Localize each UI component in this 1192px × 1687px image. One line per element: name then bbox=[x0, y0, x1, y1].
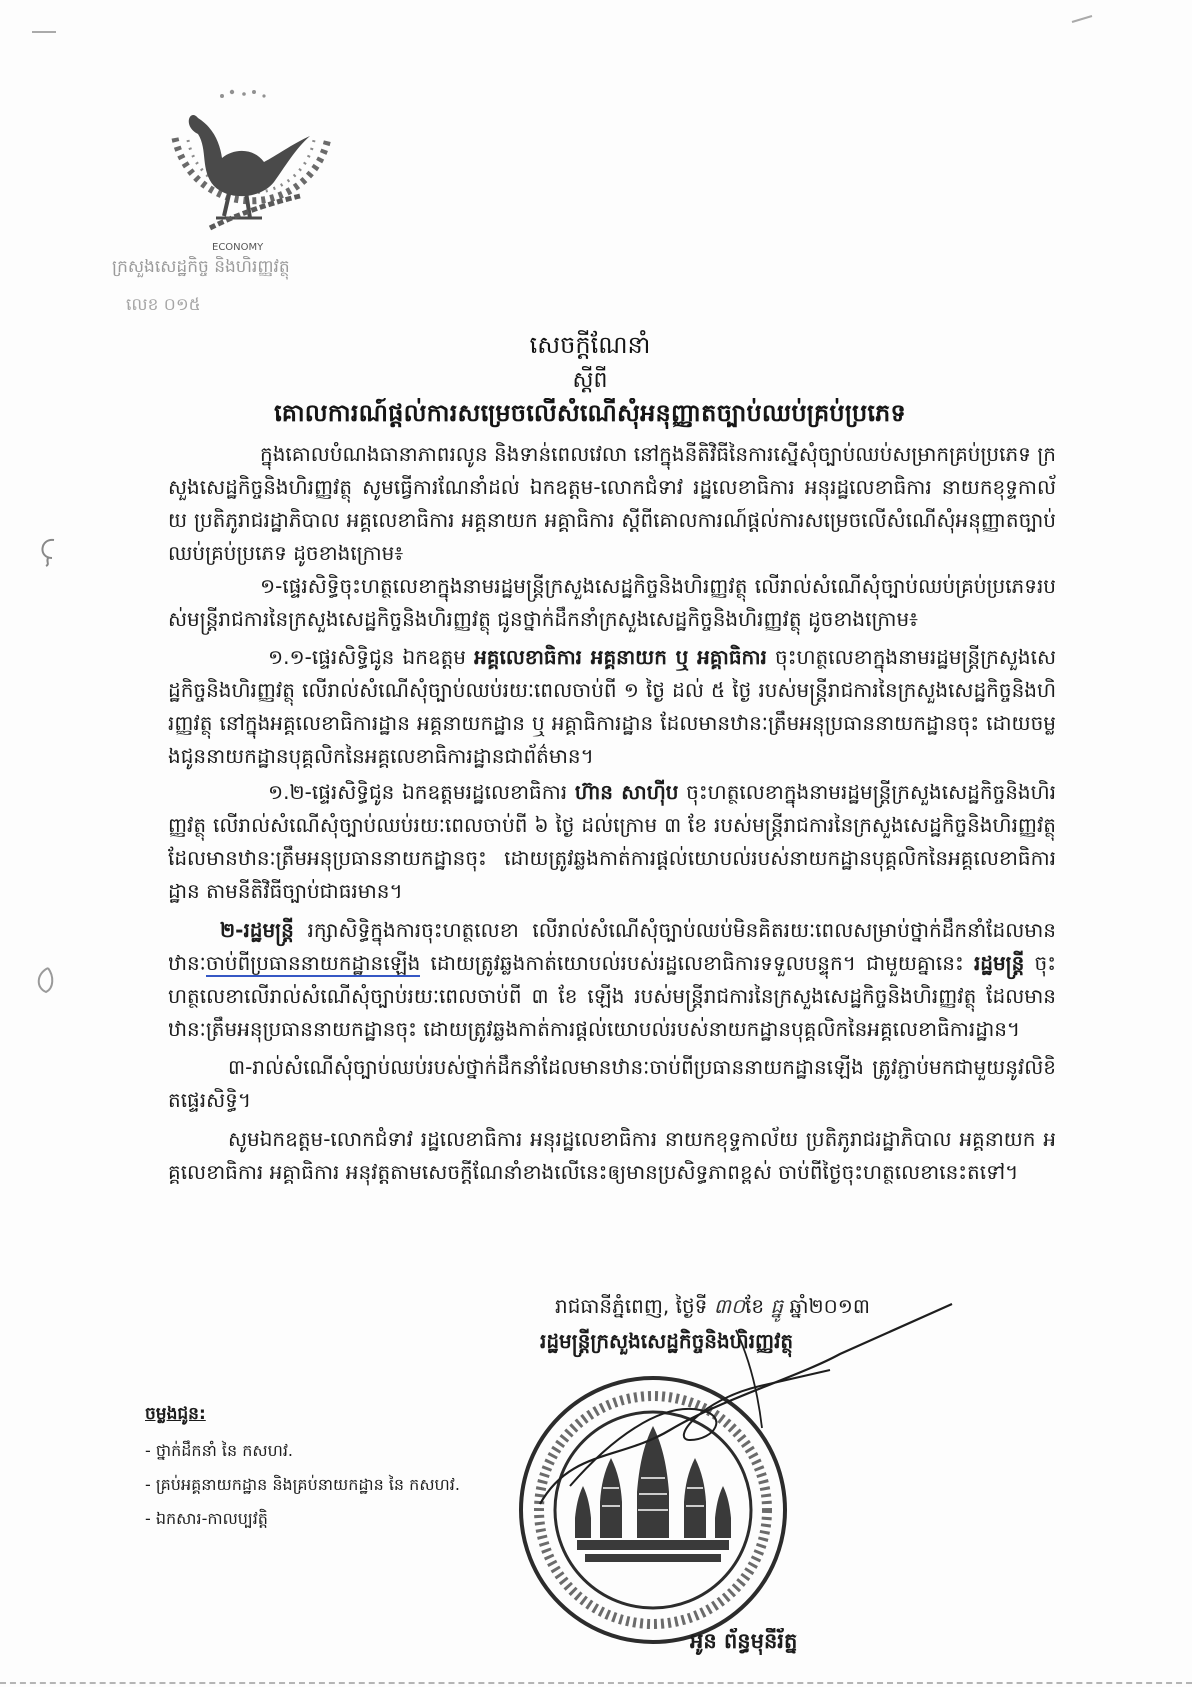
signatory-name: អូន ព័ន្ធមុនីរ័ត្ន bbox=[690, 1629, 798, 1653]
clause-1-1-officials: អគ្គលេខាធិការ អគ្គនាយក ឬ អគ្គាធិការ bbox=[474, 645, 767, 669]
document-body bbox=[168, 438, 1056, 1294]
clause-2-minister: រដ្ឋមន្ត្រី bbox=[973, 951, 1025, 975]
margin-pen-mark bbox=[26, 960, 66, 1000]
copy-to-heading: ចម្លងជូន: bbox=[145, 1404, 206, 1424]
clause-2-text-a: រក្សាសិទ្ធិក្នុងការចុះហត្ថលេខា លើរាល់សំណើសុំច្បាប់ឈប់មិនគិតរយៈពេលសម្រាប់ថ្នាក់ដឹកនាំដែលមានឋានៈ bbox=[168, 918, 1056, 975]
clause-2-text-c: ចុះហត្ថលេខាលើរាល់សំណើសុំច្បាប់រយៈពេលចាប់ពី ៣ ខែ ឡើង របស់មន្ត្រីរាជការនៃក្រសួងសេដ្ឋកិច្ចនិងហិរញ្ញវត្ថុ ដែលមានឋានៈត្រឹមអនុប្រធាននាយកដ្ឋានចុះ ដោយត្រូវឆ្លងកាត់ការផ្តល់យោបល់របស់នាយកដ្ឋានបុគ្គលិកនៃអគ្គលេខាធិការដ្ឋាន។ bbox=[168, 951, 1056, 1041]
month-label: ខែ bbox=[744, 1294, 771, 1318]
document-subject-title: គោលការណ៍ផ្តល់ការសម្រេចលើសំណើសុំអនុញ្ញាតច្បាប់ឈប់គ្រប់ប្រភេទ bbox=[274, 399, 906, 427]
clause-1-1 bbox=[168, 641, 1056, 773]
copy-to-item: - ឯកសារ-កាលប្បវត្តិ bbox=[145, 1509, 268, 1528]
scan-bottom-edge bbox=[0, 1682, 1192, 1684]
title-about: ស្តីពី bbox=[572, 368, 608, 393]
clause-1-2-text: ចុះហត្ថលេខាក្នុងនាមរដ្ឋមន្ត្រីក្រសួងសេដ្ឋកិច្ចនិងហិរញ្ញវត្ថុ លើរាល់សំណើសុំច្បាប់ឈប់រយៈពេលចាប់ពី ៦ ថ្ងៃ ដល់ក្រោម ៣ ខែ របស់មន្ត្រីរាជការនៃក្រសួងសេដ្ឋកិច្ចនិងហិរញ្ញវត្ថុ ដែលមានឋានៈត្រឹមអនុប្រធាននាយកដ្ឋានចុះ ដោយត្រូវឆ្លងកាត់ការផ្តល់យោបល់របស់នាយកដ្ឋានបុគ្គលិកនៃអគ្គលេខាធិការដ្ឋាន តាមនីតិវិធីច្បាប់ជាធរមាន។ bbox=[168, 780, 1056, 903]
reference-number: លេខ ០១៥ bbox=[126, 295, 201, 315]
copy-to-item: - គ្រប់អគ្គនាយកដ្ឋាន និងគ្រប់នាយកដ្ឋាន នៃ កសហវ. bbox=[145, 1475, 460, 1494]
clause-1-1-lead: ១.១-ផ្ទេរសិទ្ធិជូន ឯកឧត្តម bbox=[268, 645, 475, 669]
ministry-name-faded: ក្រសួងសេដ្ឋកិច្ច និងហិរញ្ញវត្ថុ bbox=[112, 257, 290, 277]
handwritten-month: ធ្នូ bbox=[770, 1294, 784, 1318]
scan-artifact-mark bbox=[1068, 8, 1098, 28]
clause-1-2-delegate-name: ហ៊ាន សាហ៊ីប bbox=[574, 780, 679, 804]
clause-1-1-text: ចុះហត្ថលេខាក្នុងនាមរដ្ឋមន្ត្រីក្រសួងសេដ្ឋកិច្ចនិងហិរញ្ញវត្ថុ លើរាល់សំណើសុំច្បាប់ឈប់រយៈពេលចាប់ពី ១ ថ្ងៃ ដល់ ៥ ថ្ងៃ របស់មន្ត្រីរាជការនៃក្រសួងសេដ្ឋកិច្ចនិងហិរញ្ញវត្ថុ នៅក្នុងអគ្គលេខាធិការដ្ឋាន អគ្គនាយកដ្ឋាន ឬ អគ្គាធិការដ្ឋាន ដែលមានឋានៈត្រឹមអនុប្រធាននាយកដ្ឋានចុះ ដោយចម្លងជូននាយកដ្ឋានបុគ្គលិកនៃអគ្គលេខាធិការដ្ឋានជាព័ត៌មាន។ bbox=[168, 645, 1056, 768]
clause-1-2 bbox=[168, 776, 1056, 908]
clause-1: ១-ផ្ទេរសិទ្ធិចុះហត្ថលេខាក្នុងនាមរដ្ឋមន្ត្រីក្រសួងសេដ្ឋកិច្ចនិងហិរញ្ញវត្ថុ លើរាល់សំណើសុំច្បាប់ឈប់គ្រប់ប្រភេទរបស់មន្ត្រីរាជការនៃក្រសួងសេដ្ឋកិច្ចនិងហិរញ្ញវត្ថុ ជូនថ្នាក់ដឹកនាំក្រសួងសេដ្ឋកិច្ចនិងហិរញ្ញវត្ថុ ដូចខាងក្រោម៖ bbox=[168, 574, 1056, 631]
clause-2 bbox=[168, 914, 1056, 1046]
clause-2-text-b: ដោយត្រូវឆ្លងកាត់យោបល់របស់រដ្ឋលេខាធិការទទួលបន្ទុក។ ជាមួយគ្នានេះ bbox=[420, 951, 974, 975]
clause-3: ៣-រាល់សំណើសុំច្បាប់ឈប់របស់ថ្នាក់ដឹកនាំដែលមានឋានៈចាប់ពីប្រធាននាយកដ្ឋានឡើង ត្រូវភ្ជាប់មកជាមួយនូវលិខិតផ្ទេរសិទ្ធិ។ bbox=[168, 1055, 1056, 1112]
ministry-emblem-logo bbox=[150, 78, 350, 258]
year: ឆ្នាំ២០១៣ bbox=[783, 1294, 871, 1318]
handwritten-day: ៣០ bbox=[713, 1294, 745, 1318]
clause-2-pen-underlined: ចាប់ពីប្រធាននាយកដ្ឋានឡើង bbox=[205, 951, 421, 975]
clause-1-2-lead: ១.២-ផ្ទេរសិទ្ធិជូន ឯកឧត្តមរដ្ឋលេខាធិការ bbox=[268, 780, 575, 804]
intro-paragraph: ក្នុងគោលបំណងធានាភាពរលូន និងទាន់ពេលវេលា នៅក្នុងនីតិវិធីនៃការស្នើសុំច្បាប់ឈប់សម្រាកគ្រប់ប្រភេទ ក្រសួងសេដ្ឋកិច្ចនិងហិរញ្ញវត្ថុ សូមធ្វើការណែនាំដល់ ឯកឧត្តម-លោកជំទាវ រដ្ឋលេខាធិការ អនុរដ្ឋលេខាធិការ នាយកខុទ្ទកាល័យ ប្រតិភូរាជរដ្ឋាភិបាល អគ្គលេខាធិការ អគ្គនាយក អគ្គាធិការ ស្តីពីគោលការណ៍ផ្តល់ការសម្រេចលើសំណើសុំអនុញ្ញាតច្បាប់ឈប់គ្រប់ប្រភេទ ដូចខាងក្រោម៖ bbox=[168, 442, 1056, 565]
clause-2-lead: ២-រដ្ឋមន្ត្រី bbox=[220, 918, 294, 942]
scan-artifact-mark bbox=[30, 26, 60, 38]
document-type-title: សេចក្តីណែនាំ bbox=[529, 331, 651, 359]
copy-to-item: - ថ្នាក់ដឹកនាំ នៃ កសហវ. bbox=[145, 1441, 293, 1460]
signatory-title: រដ្ឋមន្ត្រីក្រសួងសេដ្ឋកិច្ចនិងហិរញ្ញវត្ថុ bbox=[540, 1329, 794, 1353]
closing-paragraph: សូមឯកឧត្តម-លោកជំទាវ រដ្ឋលេខាធិការ អនុរដ្ឋលេខាធិការ នាយកខុទ្ទកាល័យ ប្រតិភូរាជរដ្ឋាភិបាល អគ្គនាយក អគ្គលេខាធិការ អគ្គាធិការ អនុវត្តតាមសេចក្តីណែនាំខាងលើនេះឲ្យមានប្រសិទ្ធភាពខ្ពស់ ចាប់ពីថ្ងៃចុះហត្ថលេខានេះតទៅ។ bbox=[168, 1127, 1056, 1184]
emblem-lettering: ECONOMY bbox=[212, 242, 264, 253]
margin-pen-mark bbox=[28, 530, 68, 570]
handwritten-signature bbox=[500, 1290, 980, 1520]
date-prefix: រាជធានីភ្នំពេញ, ថ្ងៃទី bbox=[555, 1294, 714, 1318]
